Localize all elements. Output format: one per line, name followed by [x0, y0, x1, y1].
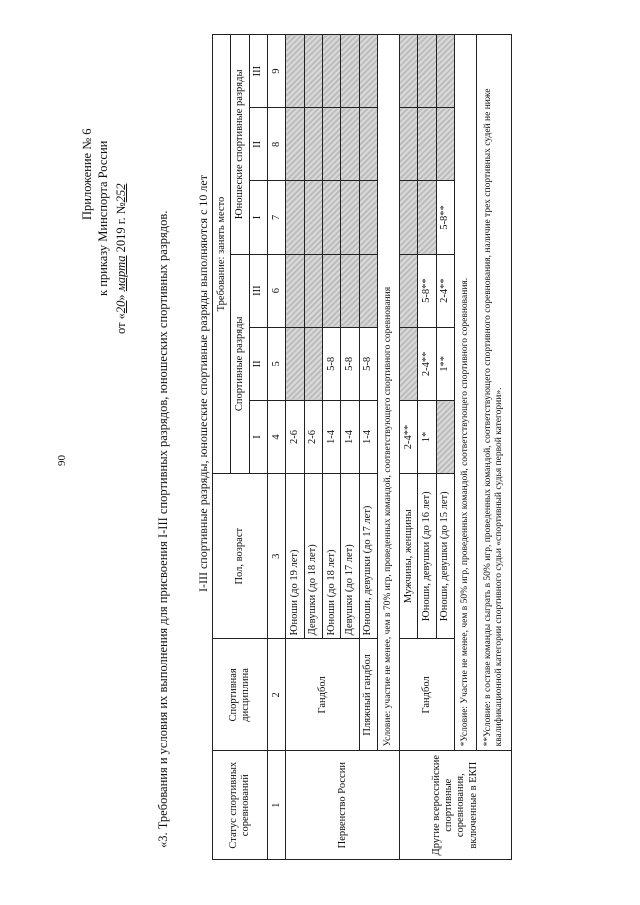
discipline-beach: Пляжный гандбол: [359, 639, 377, 751]
header-gender: Пол, возраст: [213, 474, 268, 639]
shaded-cell: [286, 35, 304, 108]
rank-cell: 2-4**: [418, 327, 436, 400]
rank-cell: 2-6: [304, 400, 322, 473]
discipline-handball-2: Гандбол: [399, 639, 454, 751]
rank-cell: 1-4: [341, 400, 359, 473]
shaded-cell: [436, 400, 454, 473]
header-youth-ranks: Юношеские спортивные разряды: [231, 35, 249, 255]
appendix-line3: [114, 184, 129, 334]
header-sport-ranks: Спортивные разряды: [231, 254, 249, 474]
header-requirement: Требование: занять место: [213, 35, 231, 474]
shaded-cell: [359, 108, 377, 181]
table-row: [399, 35, 417, 860]
note-row: [476, 35, 511, 860]
shaded-cell: [341, 254, 359, 327]
num-cell: 7: [268, 181, 286, 254]
shaded-cell: [323, 35, 341, 108]
header-youth-3: III: [249, 35, 267, 108]
shaded-cell: [286, 181, 304, 254]
appendix-block-3: [114, 184, 129, 334]
date-prefix: от «: [114, 313, 128, 334]
rank-cell: 5-8: [341, 327, 359, 400]
shaded-cell: [418, 35, 436, 108]
note-row: [454, 35, 476, 860]
shaded-cell: [399, 181, 417, 254]
header-rank-2: II: [249, 327, 267, 400]
status-championship: Первенство России: [286, 751, 400, 860]
condition-70: Условие: участие не менее, чем в 70% игр, проведенных командой, соответствующего спортивного соревнования: [378, 35, 400, 751]
num-cell: 3: [268, 474, 286, 639]
shaded-cell: [341, 181, 359, 254]
header-rank-3: III: [249, 254, 267, 327]
rank-cell: 2-6: [286, 400, 304, 473]
rank-cell: 1-4: [359, 400, 377, 473]
shaded-cell: [304, 108, 322, 181]
date-year: 2019 г. №: [114, 202, 128, 253]
gender-cell: Девушки (до 17 лет): [341, 474, 359, 639]
shaded-cell: [399, 327, 417, 400]
rank-cell: 2-4**: [436, 254, 454, 327]
rank-cell: 5-8**: [436, 181, 454, 254]
num-cell: 6: [268, 254, 286, 327]
appendix-line1: Приложение № 6: [80, 128, 94, 220]
page-number-text: 90: [56, 455, 68, 466]
shaded-cell: [304, 327, 322, 400]
gender-cell: Мужчины, женщины: [399, 474, 417, 639]
num-cell: 2: [268, 639, 286, 751]
condition-row: [378, 35, 400, 860]
rank-cell: 2-4**: [399, 400, 417, 473]
status-other: Другие всероссийские спортивные соревнования, включенные в ЕКП: [399, 751, 511, 860]
date-close-quote: »: [114, 294, 128, 301]
number-row: [268, 35, 286, 860]
gender-cell: Юноши (до 18 лет): [323, 474, 341, 639]
shaded-cell: [323, 181, 341, 254]
table-row: [359, 35, 377, 860]
num-cell: 9: [268, 35, 286, 108]
gender-cell: Юноши, девушки (до 17 лет): [359, 474, 377, 639]
appendix-block-2: [96, 141, 111, 296]
shaded-cell: [399, 108, 417, 181]
shaded-cell: [436, 108, 454, 181]
discipline-handball: Гандбол: [286, 639, 359, 751]
num-cell: 8: [268, 108, 286, 181]
date-day: 20: [114, 300, 128, 314]
gender-cell: Девушки (до 18 лет): [304, 474, 322, 639]
rank-cell: 1-4: [323, 400, 341, 473]
shaded-cell: [341, 35, 359, 108]
appendix-line2: к приказу Минспорта России: [96, 140, 110, 296]
section-heading: «3. Требования и условия их выполнения для присвоения I-III спортивных разрядов, юношеских спортивных разрядов.: [156, 210, 170, 848]
order-number: 252: [114, 183, 128, 203]
shaded-cell: [359, 181, 377, 254]
rank-cell: 1**: [436, 327, 454, 400]
shaded-cell: [418, 108, 436, 181]
header-rank-1: I: [249, 400, 267, 473]
shaded-cell: [359, 35, 377, 108]
shaded-cell: [341, 108, 359, 181]
shaded-cell: [359, 254, 377, 327]
note-referees: **Условие: в составе команды сыграть в 50% игр, проведенных командой, соответствующего спортивного соревнования, наличие трех спортивных судей не ниже квалификационной категории спортивного судьи «спортивный судья первой категории».: [476, 35, 511, 751]
page-number: [56, 455, 68, 466]
shaded-cell: [304, 181, 322, 254]
header-discipline: Спортивная дисциплина: [213, 639, 268, 751]
shaded-cell: [399, 254, 417, 327]
shaded-cell: [286, 254, 304, 327]
gender-cell: Юноши, девушки (до 15 лет): [436, 474, 454, 639]
note-50: *Условие: Участие не менее, чем в 50% игр, проведенных командой, соответствующего спортивного соревнования.: [454, 35, 476, 751]
rank-cell: 5-8: [359, 327, 377, 400]
shaded-cell: [304, 254, 322, 327]
gender-cell: Юноши, девушки (до 16 лет): [418, 474, 436, 639]
shaded-cell: [323, 254, 341, 327]
rank-cell: 1*: [418, 400, 436, 473]
header-youth-2: II: [249, 108, 267, 181]
rank-cell: 5-8: [323, 327, 341, 400]
shaded-cell: [286, 327, 304, 400]
rank-cell: 5-8**: [418, 254, 436, 327]
num-cell: 5: [268, 327, 286, 400]
header-status: Статус спортивных соревнований: [213, 751, 268, 860]
shaded-cell: [286, 108, 304, 181]
shaded-cell: [323, 108, 341, 181]
num-cell: 1: [268, 751, 286, 860]
header-youth-1: I: [249, 181, 267, 254]
date-month: марта: [114, 255, 128, 292]
gender-cell: Юноши (до 19 лет): [286, 474, 304, 639]
shaded-cell: [436, 35, 454, 108]
num-cell: 4: [268, 400, 286, 473]
shaded-cell: [399, 35, 417, 108]
table-row: [286, 35, 304, 860]
appendix-block: [80, 128, 95, 290]
requirements-table: [212, 34, 512, 860]
sub-heading: I-III спортивные разряды, юношеские спортивные разряды выполняются с 10 лет: [196, 175, 210, 592]
shaded-cell: [304, 35, 322, 108]
shaded-cell: [418, 181, 436, 254]
